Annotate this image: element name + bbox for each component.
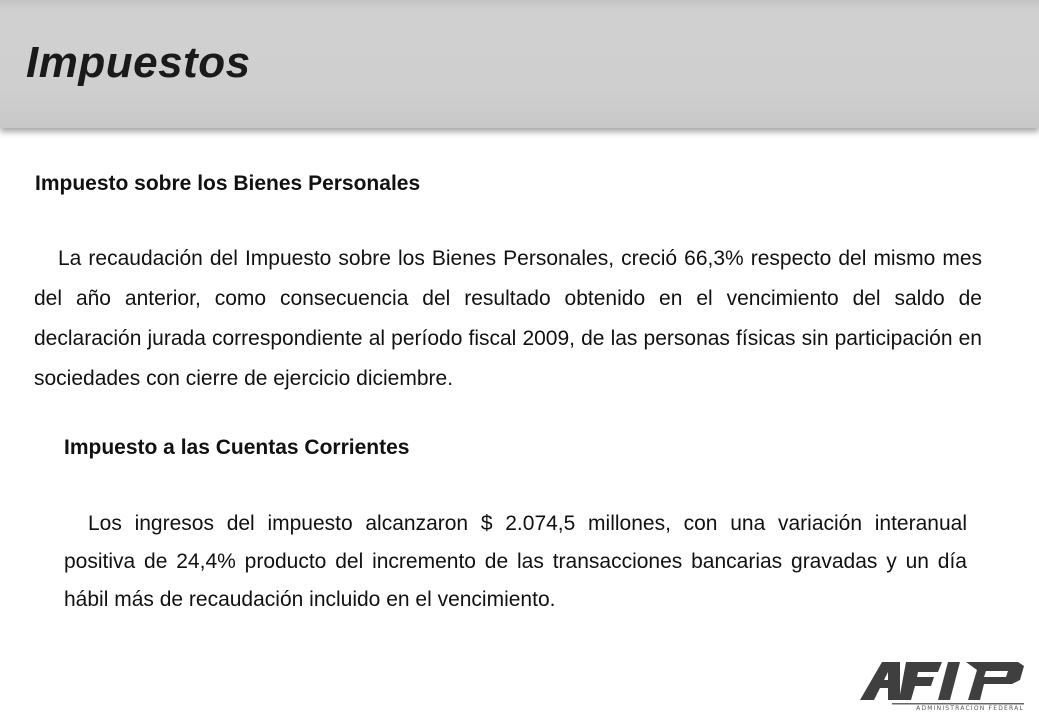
section-heading-cuentas-corrientes: Impuesto a las Cuentas Corrientes <box>64 436 410 459</box>
section-body-bienes-personales: La recaudación del Impuesto sobre los Bienes Personales, creció 66,3% respecto del mismo mes del año anterior, como consecuencia del resultado obtenido en el vencimiento del saldo de declaración jurada correspondiente al período fiscal 2009, de las personas físicas sin participación en sociedades con cierre de ejercicio diciembre. <box>34 247 982 390</box>
section-heading-bienes-personales: Impuesto sobre los Bienes Personales <box>35 172 421 195</box>
afip-logo-subtext: ADMINISTRACION FEDERAL <box>916 705 1024 712</box>
title-bar <box>0 0 1039 128</box>
page-title: Impuestos <box>26 38 251 87</box>
section-body-cuentas-corrientes: Los ingresos del impuesto alcanzaron $ 2.074,5 millones, con una variación interanual positiva de 24,4% producto del incremento de las transacciones bancarias gravadas y un día hábil más de recaudación incluido en el vencimiento. <box>64 512 967 611</box>
